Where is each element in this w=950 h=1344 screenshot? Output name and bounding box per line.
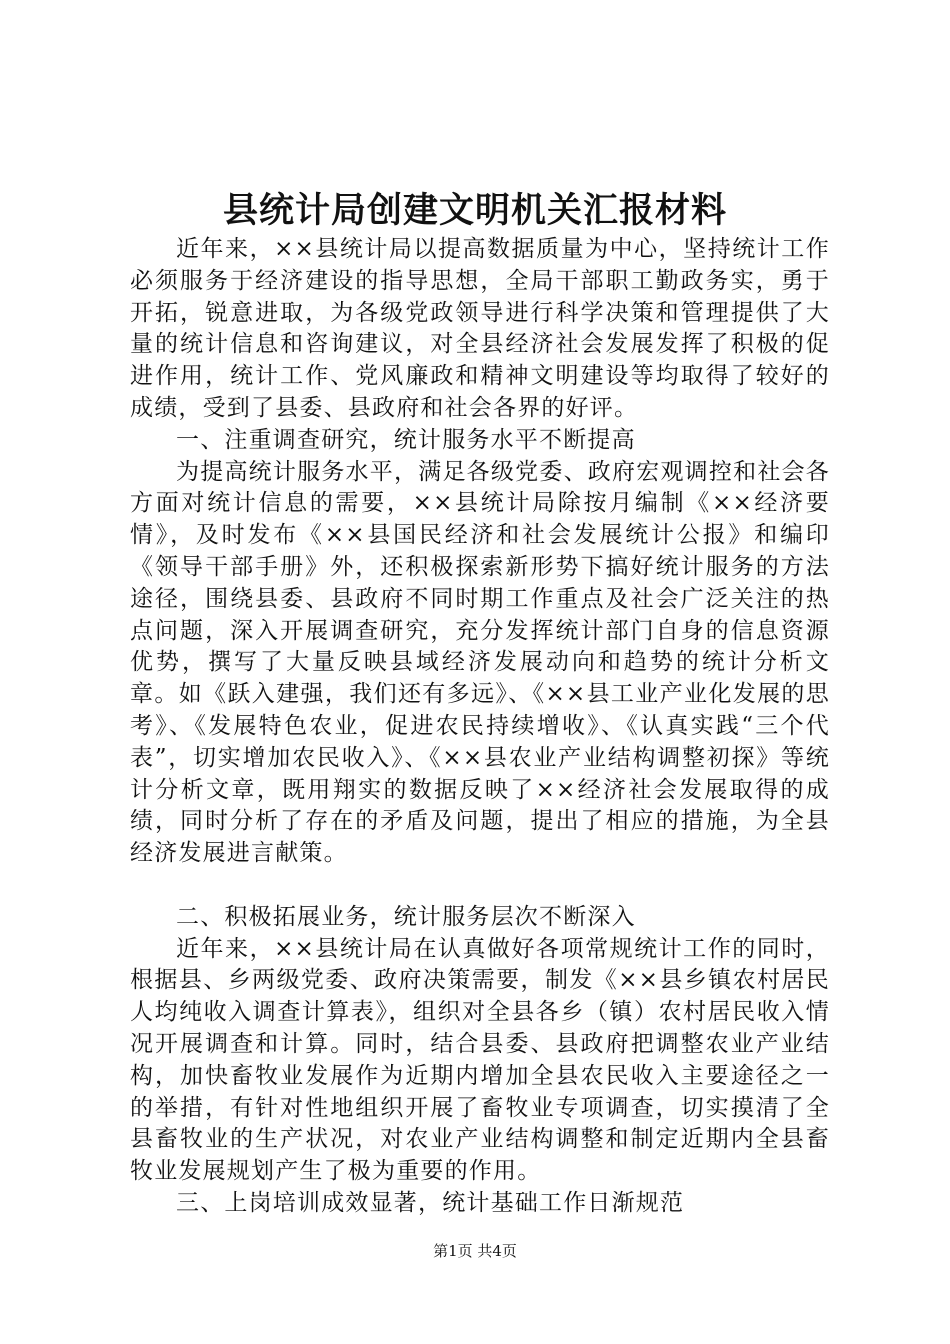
section-heading-1: 一、注重调查研究，统计服务水平不断提高 [176, 426, 636, 453]
paragraph-section-2: 近年来，××县统计局在认真做好各项常规统计工作的同时，根据县、乡两级党委、政府决策需要，制发《××县乡镇农村居民人均纯收入调查计算表》，组织对全县各乡（镇）农村居民收入情况开展调查和计算。同时，结合县委、县政府把调整农业产业结构，加快畜牧业发展作为近期内增加全县农民收入主要途径之一的举措，有针对性地组织开展了畜牧业专项调查，切实摸清了全县畜牧业的生产状况，对农业产业结构调整和制定近期内全县畜牧业发展规划产生了极为重要的作用。 [130, 935, 830, 1185]
section-heading-2: 二、积极拓展业务，统计服务层次不断深入 [176, 903, 636, 930]
paragraph-gap [130, 870, 830, 902]
document-body [130, 234, 830, 1220]
section-heading-3: 三、上岗培训成效显著，统计基础工作日渐规范 [176, 1189, 685, 1216]
paragraph-intro: 近年来，××县统计局以提高数据质量为中心，坚持统计工作必须服务于经济建设的指导思想，全局干部职工勤政务实，勇于开拓，锐意进取，为各级党政领导进行科学决策和管理提供了大量的统计信息和咨询建议，对全县经济社会发展发挥了积极的促进作用，统计工作、党风廉政和精神文明建设等均取得了较好的成绩，受到了县委、县政府和社会各界的好评。 [130, 236, 830, 421]
document-title: 县统计局创建文明机关汇报材料 [222, 190, 727, 231]
paragraph-section-1: 为提高统计服务水平，满足各级党委、政府宏观调控和社会各方面对统计信息的需要，××县统计局除按月编制《××经济要情》，及时发布《××县国民经济和社会发展统计公报》和编印《领导干部手册》外，还积极探索新形势下搞好统计服务的方法途径，围绕县委、县政府不同时期工作重点及社会广泛关注的热点问题，深入开展调查研究，充分发挥统计部门自身的信息资源优势，撰写了大量反映县域经济发展动向和趋势的统计分析文章。如《跃入建强，我们还有多远》、《××县工业产业化发展的思考》、《发展特色农业，促进农民持续增收》、《认真实践“三个代表”，切实增加农民收入》、《××县农业产业结构调整初探》等统计分析文章，既用翔实的数据反映了××经济社会发展取得的成绩，同时分析了存在的矛盾及问题，提出了相应的措施，为全县经济发展进言献策。 [130, 458, 830, 867]
page-footer: 第1页 共4页 [433, 1242, 517, 1260]
